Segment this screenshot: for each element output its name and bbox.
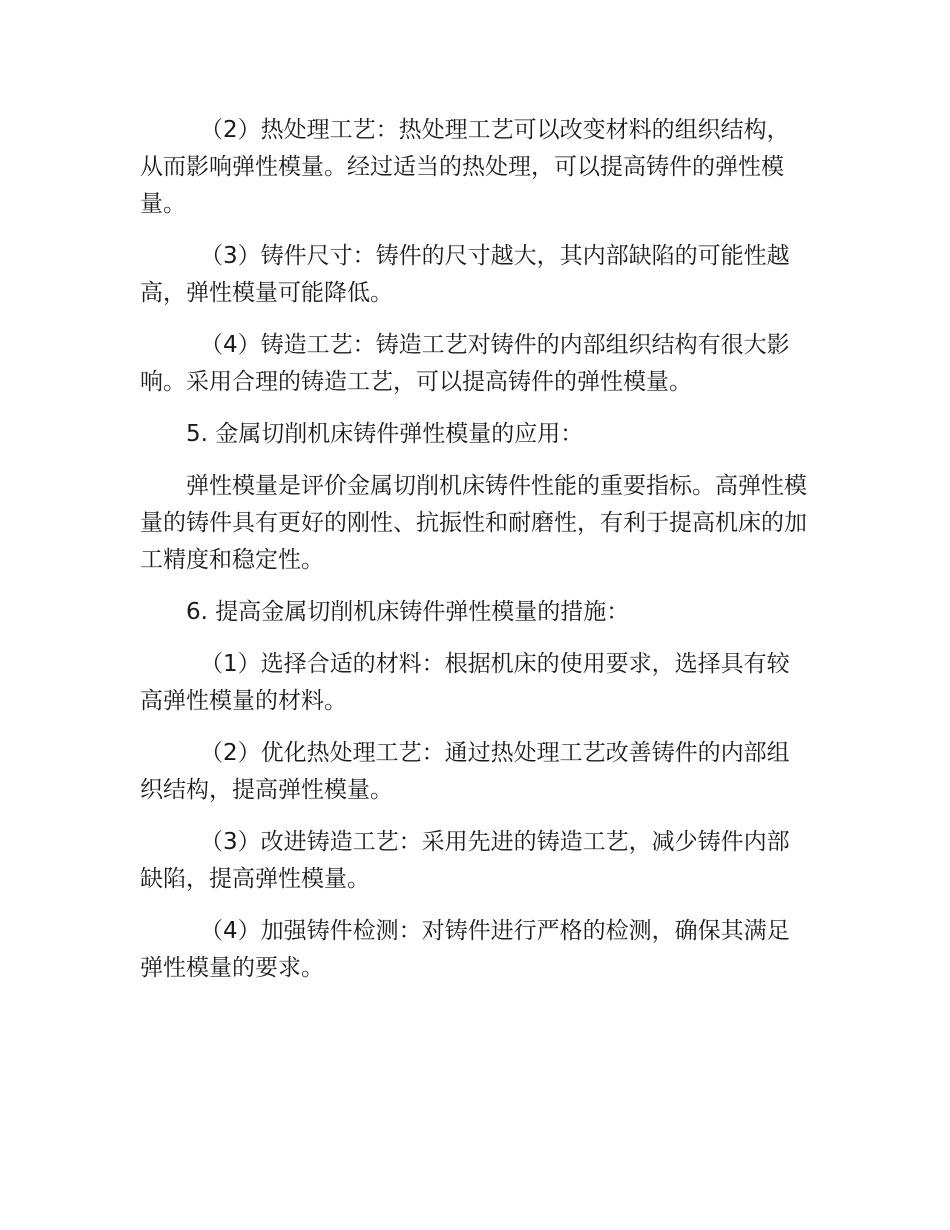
paragraph-application: 弹性模量是评价金属切削机床铸件性能的重要指标。高弹性模量的铸件具有更好的刚性、抗振性和耐磨性，有利于提高机床的加工精度和稳定性。: [140, 473, 807, 573]
paragraph-material-choice: （1）选择合适的材料：根据机床的使用要求，选择具有较高弹性模量的材料。: [140, 651, 790, 714]
paragraph-casting-size: （3）铸件尺寸：铸件的尺寸越大，其内部缺陷的可能性越高，弹性模量可能降低。: [140, 243, 790, 306]
paragraph-improve-casting: （3）改进铸造工艺：采用先进的铸造工艺，减少铸件内部缺陷，提高弹性模量。: [140, 829, 790, 892]
document-page: [140, 112, 812, 1002]
paragraph-casting-process: （4）铸造工艺：铸造工艺对铸件的内部组织结构有很大影响。采用合理的铸造工艺，可以提高铸件的弹性模量。: [140, 332, 790, 395]
section-heading-measures: 6. 提高金属切削机床铸件弹性模量的措施：: [186, 599, 630, 625]
section-heading-application: 5. 金属切削机床铸件弹性模量的应用：: [186, 421, 584, 447]
paragraph-heat-treatment: （2）热处理工艺：热处理工艺可以改变材料的组织结构，从而影响弹性模量。经过适当的热处理，可以提高铸件的弹性模量。: [140, 117, 790, 217]
paragraph-inspection: （4）加强铸件检测：对铸件进行严格的检测，确保其满足弹性模量的要求。: [140, 918, 790, 981]
paragraph-optimize-heat-treatment: （2）优化热处理工艺：通过热处理工艺改善铸件的内部组织结构，提高弹性模量。: [140, 740, 790, 803]
